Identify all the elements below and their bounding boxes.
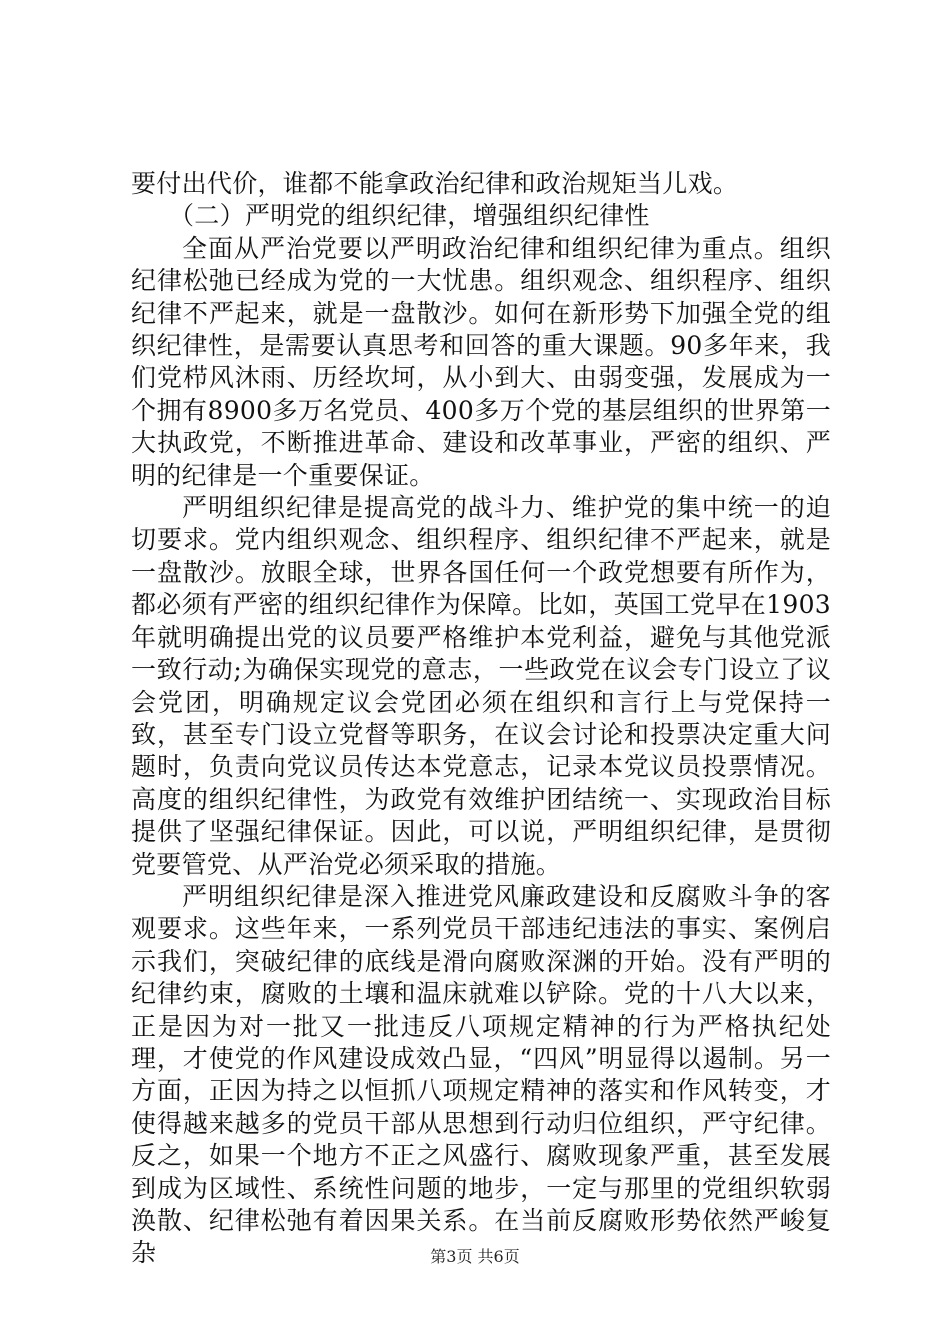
- section-heading: （二）严明党的组织纪律，增强组织纪律性: [169, 201, 650, 231]
- paragraph-continuation: 要付出代价，谁都不能拿政治纪律和政治规矩当儿戏。: [131, 169, 739, 198]
- document-body: [131, 168, 831, 1270]
- paragraph: 严明组织纪律是深入推进党风廉政建设和反腐败斗争的客观要求。这些年来，一系列党员干部违纪违法的事实、案例启示我们，突破纪律的底线是滑向腐败深渊的开始。没有严明的纪律约束，腐败的土壤和温床就难以铲除。党的十八大以来，正是因为对一批又一批违反八项规定精神的行为严格执纪处理，才使党的作风建设成效凸显，“四风”明显得以遏制。另一方面，正因为持之以恒抓八项规定精神的落实和作风转变，才使得越来越多的党员干部从思想到行动归位组织，严守纪律。反之，如果一个地方不正之风盛行、腐败现象严重，甚至发展到成为区域性、系统性问题的地步，一定与那里的党组织软弱涣散、纪律松弛有着因果关系。在当前反腐败形势依然严峻复杂: [131, 881, 831, 1268]
- paragraph: 严明组织纪律是提高党的战斗力、维护党的集中统一的迫切要求。党内组织观念、组织程序、组织纪律不严起来，就是一盘散沙。放眼全球，世界各国任何一个政党想要有所作为，都必须有严密的组织纪律作为保障。比如，英国工党早在1903年就明确提出党的议员要严格维护本党利益，避免与其他党派一致行动;为确保实现党的意志，一些政党在议会专门设立了议会党团，明确规定议会党团必须在组织和言行上与党保持一致，甚至专门设立党督等职务，在议会讨论和投票决定重大问题时，负责向党议员传达本党意志，记录本党议员投票情况。高度的组织纪律性，为政党有效维护团结统一、实现政治目标提供了坚强纪律保证。因此，可以说，严明组织纪律，是贯彻党要管党、从严治党必须采取的措施。: [131, 493, 831, 879]
- page-footer: 第3页 共6页: [430, 1247, 520, 1266]
- paragraph: 全面从严治党要以严明政治纪律和组织纪律为重点。组织纪律松弛已经成为党的一大忧患。组织观念、组织程序、组织纪律不严起来，就是一盘散沙。如何在新形势下加强全党的组织纪律性，是需要认真思考和回答的重大课题。90多年来，我们党栉风沐雨、历经坎坷，从小到大、由弱变强，发展成为一个拥有8900多万名党员、400多万个党的基层组织的世界第一大执政党，不断推进革命、建设和改革事业，严密的组织、严明的纪律是一个重要保证。: [131, 233, 831, 490]
